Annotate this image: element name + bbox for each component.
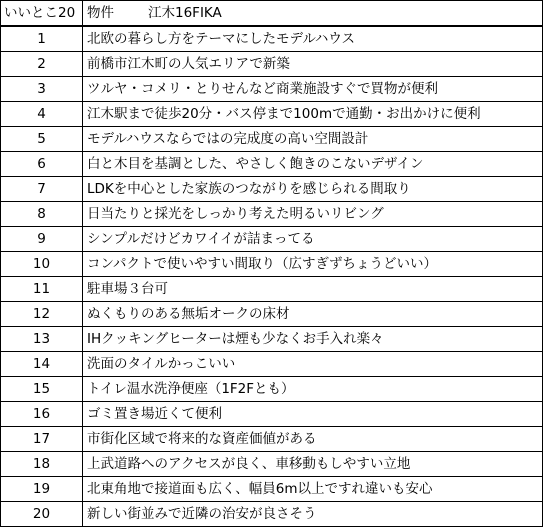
table-row xyxy=(1,302,543,327)
point-text-cell[interactable]: ゴミ置き場近くて便利 xyxy=(83,402,543,427)
point-text-cell[interactable]: トイレ温水洗浄便座（1F2Fとも） xyxy=(83,377,543,402)
point-text-cell[interactable]: 北欧の暮らし方をテーマにしたモデルハウス xyxy=(83,26,543,52)
row-number-cell[interactable]: 4 xyxy=(1,102,83,127)
row-number-cell[interactable]: 19 xyxy=(1,477,83,502)
row-number-cell[interactable]: 6 xyxy=(1,152,83,177)
point-text-cell[interactable]: コンパクトで使いやすい間取り（広すぎずちょうどいい） xyxy=(83,252,543,277)
point-text-cell[interactable]: シンプルだけどカワイイが詰まってる xyxy=(83,227,543,252)
row-number-cell[interactable]: 12 xyxy=(1,302,83,327)
point-text-cell[interactable]: 市街化区域で将来的な資産価値がある xyxy=(83,427,543,452)
point-text-cell[interactable]: ツルヤ・コメリ・とりせんなど商業施設すぐで買物が便利 xyxy=(83,77,543,102)
table-row xyxy=(1,127,543,152)
table-row xyxy=(1,502,543,527)
point-text-cell[interactable]: 北東角地で接道面も広く、幅員6m以上ですれ違いも安心 xyxy=(83,477,543,502)
point-text-cell[interactable]: 前橋市江木町の人気エリアで新築 xyxy=(83,52,543,77)
table-row xyxy=(1,327,543,352)
row-number-cell[interactable]: 14 xyxy=(1,352,83,377)
row-number-cell[interactable]: 11 xyxy=(1,277,83,302)
row-number-cell[interactable]: 7 xyxy=(1,177,83,202)
table-body xyxy=(1,1,543,527)
header-row xyxy=(1,1,543,27)
table-row xyxy=(1,377,543,402)
table-row xyxy=(1,77,543,102)
header-cell-count[interactable]: いいとこ20 xyxy=(1,1,83,27)
point-text-cell[interactable]: ぬくもりのある無垢オークの床材 xyxy=(83,302,543,327)
header-cell-property[interactable] xyxy=(83,1,543,27)
point-text-cell[interactable]: 江木駅まで徒歩20分・バス停まで100mで通勤・お出かけに便利 xyxy=(83,102,543,127)
row-number-cell[interactable]: 3 xyxy=(1,77,83,102)
point-text-cell[interactable]: LDKを中心とした家族のつながりを感じられる間取り xyxy=(83,177,543,202)
row-number-cell[interactable]: 16 xyxy=(1,402,83,427)
row-number-cell[interactable]: 1 xyxy=(1,26,83,52)
table-row xyxy=(1,26,543,52)
table-row xyxy=(1,352,543,377)
table-row xyxy=(1,102,543,127)
table-row xyxy=(1,202,543,227)
table-row xyxy=(1,277,543,302)
row-number-cell[interactable]: 18 xyxy=(1,452,83,477)
row-number-cell[interactable]: 2 xyxy=(1,52,83,77)
point-text-cell[interactable]: 白と木目を基調とした、やさしく飽きのこないデザイン xyxy=(83,152,543,177)
table-row xyxy=(1,177,543,202)
table-row xyxy=(1,52,543,77)
point-text-cell[interactable]: 駐車場３台可 xyxy=(83,277,543,302)
table-row xyxy=(1,477,543,502)
table-row xyxy=(1,452,543,477)
row-number-cell[interactable]: 9 xyxy=(1,227,83,252)
table-row xyxy=(1,427,543,452)
row-number-cell[interactable]: 13 xyxy=(1,327,83,352)
point-text-cell[interactable]: 洗面のタイルかっこいい xyxy=(83,352,543,377)
row-number-cell[interactable]: 5 xyxy=(1,127,83,152)
table-row xyxy=(1,227,543,252)
row-number-cell[interactable]: 17 xyxy=(1,427,83,452)
point-text-cell[interactable]: モデルハウスならではの完成度の高い空間設計 xyxy=(83,127,543,152)
row-number-cell[interactable]: 8 xyxy=(1,202,83,227)
table-row xyxy=(1,152,543,177)
point-text-cell[interactable]: 日当たりと採光をしっかり考えた明るいリビング xyxy=(83,202,543,227)
row-number-cell[interactable]: 10 xyxy=(1,252,83,277)
property-label: 物件 xyxy=(87,5,114,21)
table-row xyxy=(1,402,543,427)
row-number-cell[interactable]: 15 xyxy=(1,377,83,402)
property-name: 江木16FIKA xyxy=(148,5,222,21)
point-text-cell[interactable]: 上武道路へのアクセスが良く、車移動もしやすい立地 xyxy=(83,452,543,477)
table-row xyxy=(1,252,543,277)
point-text-cell[interactable]: 新しい街並みで近隣の治安が良さそう xyxy=(83,502,543,527)
point-text-cell[interactable]: IHクッキングヒーターは煙も少なくお手入れ楽々 xyxy=(83,327,543,352)
row-number-cell[interactable]: 20 xyxy=(1,502,83,527)
